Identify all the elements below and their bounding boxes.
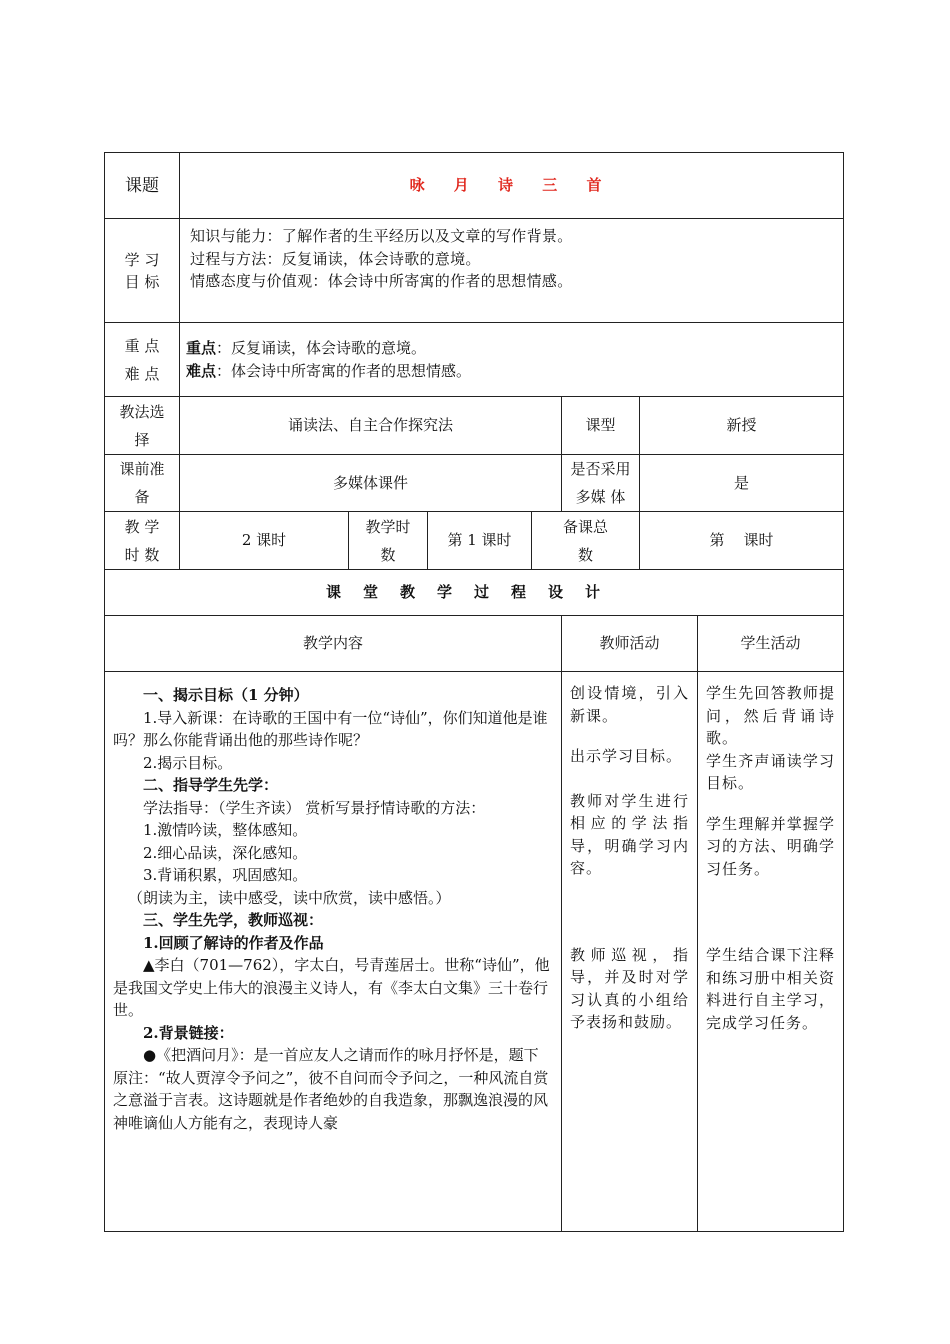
goal-process: 过程与方法：反复诵读，体会诗歌的意境。 bbox=[190, 249, 481, 268]
media-label: 是否采用多媒 体 bbox=[562, 455, 640, 512]
difficult-point-text: ：体会诗中所寄寓的作者的思想情感。 bbox=[216, 361, 472, 380]
period-label: 教学时数 bbox=[349, 512, 428, 570]
prep-value: 多媒体课件 bbox=[180, 455, 562, 512]
method-step-2: 2.细心品读，深化感知。 bbox=[143, 843, 308, 862]
teacher-activities bbox=[562, 672, 698, 1232]
method-note: （朗读为主，读中感受，读中欣赏，读中感悟。） bbox=[128, 888, 451, 907]
study-method: 学法指导：（学生齐读） 赏析写景抒情诗歌的方法： bbox=[143, 798, 486, 817]
student-activity-3: 学生理解并掌握学习的方法、明确学习任务。 bbox=[706, 814, 836, 878]
key-points-label bbox=[105, 323, 180, 397]
prep-label: 课前准备 bbox=[105, 455, 180, 512]
topic-label-text: 课题 bbox=[125, 175, 159, 196]
student-activities bbox=[698, 672, 844, 1232]
difficult-point-label: 难点 bbox=[186, 361, 217, 380]
teaching-content bbox=[105, 672, 562, 1232]
hours-row bbox=[105, 512, 844, 570]
topic-row bbox=[105, 153, 844, 219]
goals-label bbox=[105, 219, 180, 323]
goals-label-line1: 学 习 bbox=[124, 250, 160, 269]
section-1-intro: 1.导入新课：在诗歌的王国中有一位“诗仙”，你们知道他是谁吗？那么你能背诵出他的那些诗作呢？ bbox=[113, 708, 548, 749]
col-student-header: 学生活动 bbox=[698, 616, 844, 672]
key-point-text: ：反复诵读，体会诗歌的意境。 bbox=[216, 339, 427, 357]
period-value: 第 1 课时 bbox=[428, 512, 532, 570]
difficult-point bbox=[186, 360, 835, 383]
background-text: ●《把酒问月》：是一首应友人之请而作的咏月抒怀是，题下原注：“故人贾淳令予问之”，彼不自问而令予问之，一种风流自赏之意溢于言表。这诗题就是作者绝妙的自我造象，那飘逸浪漫的风神唯谪仙人方能有之，表现诗人豪 bbox=[113, 1046, 549, 1132]
process-section-title: 课堂教学过程设计 bbox=[105, 570, 844, 616]
key-points-row bbox=[105, 323, 844, 397]
goal-knowledge: 知识与能力：了解作者的生平经历以及文章的写作背景。 bbox=[190, 227, 573, 245]
total-label: 备课总数 bbox=[532, 512, 640, 570]
total-value: 第 课时 bbox=[640, 512, 844, 570]
topic-label bbox=[105, 153, 180, 219]
author-bio: ▲李白（701—762），字太白，号青莲居士。世称“诗仙”，他是我国文学史上伟大的浪漫主义诗人，有《李太白文集》三十卷行世。 bbox=[113, 956, 550, 1019]
goals-label-line2: 目 标 bbox=[124, 272, 160, 291]
col-content-header: 教学内容 bbox=[105, 616, 562, 672]
teacher-activity-2: 出示学习目标。 bbox=[570, 747, 683, 765]
teacher-activity-1: 创设情境，引入新课。 bbox=[570, 684, 689, 725]
goals-row bbox=[105, 219, 844, 323]
method-value: 诵读法、自主合作探究法 bbox=[180, 397, 562, 455]
goals-content bbox=[180, 219, 844, 323]
type-label: 课型 bbox=[562, 397, 640, 455]
student-activity-4: 学生结合课下注释和练习册中相关资料进行自主学习，完成学习任务。 bbox=[706, 946, 836, 1032]
key-point-label: 重点 bbox=[186, 339, 217, 357]
teacher-activity-4: 教师巡视，指导，并及时对学习认真的小组给予表扬和鼓励。 bbox=[570, 945, 689, 1031]
hours-label: 教 学 时 数 bbox=[105, 512, 180, 570]
key-points-content bbox=[180, 323, 844, 397]
kp-label-line1: 重 点 bbox=[124, 336, 160, 355]
prep-row bbox=[105, 455, 844, 512]
section-2-heading: 二、指导学生先学： bbox=[143, 776, 279, 794]
section-1-heading: 一、揭示目标（1 分钟） bbox=[143, 686, 309, 704]
process-section-row bbox=[105, 570, 844, 616]
author-subheading: 1.回顾了解诗的作者及作品 bbox=[143, 933, 324, 952]
type-value: 新授 bbox=[640, 397, 844, 455]
process-header-row bbox=[105, 616, 844, 672]
lesson-title: 咏 月 诗 三 首 bbox=[180, 153, 844, 219]
method-row bbox=[105, 397, 844, 455]
student-activity-1: 学生先回答教师提问，然后背诵诗歌。 bbox=[706, 684, 836, 747]
method-step-3: 3.背诵积累，巩固感知。 bbox=[143, 866, 308, 884]
col-teacher-header: 教师活动 bbox=[562, 616, 698, 672]
student-activity-2: 学生齐声诵读学习目标。 bbox=[706, 751, 836, 792]
method-step-1: 1.激情吟读，整体感知。 bbox=[143, 821, 308, 839]
background-subheading: 2.背景链接： bbox=[143, 1023, 234, 1042]
method-label: 教法选择 bbox=[105, 397, 180, 455]
process-content-row bbox=[105, 672, 844, 1232]
lesson-plan-table bbox=[104, 152, 844, 1232]
section-1-goal: 2.揭示目标。 bbox=[143, 753, 233, 772]
key-point bbox=[186, 337, 835, 360]
hours-value: 2 课时 bbox=[180, 512, 349, 570]
teacher-activity-3: 教师对学生进行相应的学法指导，明确学习内容。 bbox=[570, 791, 689, 877]
kp-label-line2: 难 点 bbox=[124, 364, 160, 383]
section-3-heading: 三、学生先学，教师巡视： bbox=[143, 911, 324, 929]
goal-emotion: 情感态度与价值观：体会诗中所寄寓的作者的思想情感。 bbox=[190, 272, 573, 290]
media-value: 是 bbox=[640, 455, 844, 512]
